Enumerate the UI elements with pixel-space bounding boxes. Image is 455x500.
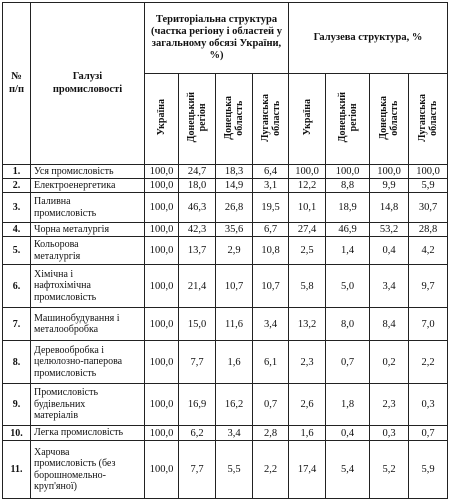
header-num: № п/п (3, 3, 31, 165)
value-cell: 100,0 (145, 237, 179, 265)
value-cell: 100,0 (145, 384, 179, 426)
table-row (3, 426, 448, 441)
table-row (3, 223, 448, 237)
value-cell: 18,9 (326, 193, 370, 223)
value-cell: 100,0 (145, 308, 179, 341)
table-row (3, 341, 448, 384)
value-cell: 100,0 (145, 441, 179, 499)
industry-name: Паливна промисловість (31, 193, 145, 223)
value-cell: 28,8 (409, 223, 448, 237)
value-cell: 100,0 (289, 165, 326, 179)
value-cell: 9,7 (409, 265, 448, 308)
value-cell: 1,6 (216, 341, 253, 384)
table-row (3, 441, 448, 499)
value-cell: 8,0 (326, 308, 370, 341)
value-cell: 18,0 (179, 179, 216, 193)
value-cell: 7,7 (179, 441, 216, 499)
value-cell: 5,9 (409, 179, 448, 193)
value-cell: 100,0 (409, 165, 448, 179)
industry-name: Деревообробка і целюлозно-паперова промисловість (31, 341, 145, 384)
value-cell: 6,7 (253, 223, 289, 237)
value-cell: 0,2 (370, 341, 409, 384)
value-cell: 2,3 (370, 384, 409, 426)
subheader-donetsk-oblast-sectoral: Донецька область (370, 74, 409, 165)
value-cell: 16,2 (216, 384, 253, 426)
value-cell: 13,2 (289, 308, 326, 341)
value-cell: 7,7 (179, 341, 216, 384)
value-cell: 6,4 (253, 165, 289, 179)
subheader-donetsk-oblast-territorial: Донецька область (216, 74, 253, 165)
value-cell: 5,8 (289, 265, 326, 308)
value-cell: 0,3 (409, 384, 448, 426)
value-cell: 5,5 (216, 441, 253, 499)
value-cell: 26,8 (216, 193, 253, 223)
table-row (3, 265, 448, 308)
subheader-ukraine-territorial: Україна (145, 74, 179, 165)
value-cell: 8,8 (326, 179, 370, 193)
row-number: 2. (3, 179, 31, 193)
value-cell: 14,9 (216, 179, 253, 193)
value-cell: 46,9 (326, 223, 370, 237)
value-cell: 53,2 (370, 223, 409, 237)
row-number: 10. (3, 426, 31, 441)
industry-name: Легка промисловість (31, 426, 145, 441)
value-cell: 100,0 (145, 165, 179, 179)
value-cell: 0,7 (326, 341, 370, 384)
industry-name: Чорна металургія (31, 223, 145, 237)
row-number: 9. (3, 384, 31, 426)
value-cell: 13,7 (179, 237, 216, 265)
value-cell: 8,4 (370, 308, 409, 341)
value-cell: 2,9 (216, 237, 253, 265)
value-cell: 35,6 (216, 223, 253, 237)
value-cell: 9,9 (370, 179, 409, 193)
value-cell: 1,8 (326, 384, 370, 426)
value-cell: 15,0 (179, 308, 216, 341)
value-cell: 27,4 (289, 223, 326, 237)
value-cell: 3,4 (216, 426, 253, 441)
row-number: 4. (3, 223, 31, 237)
value-cell: 19,5 (253, 193, 289, 223)
value-cell: 5,2 (370, 441, 409, 499)
industry-structure-table (2, 2, 448, 499)
value-cell: 100,0 (145, 223, 179, 237)
value-cell: 0,7 (253, 384, 289, 426)
value-cell: 5,4 (326, 441, 370, 499)
value-cell: 3,4 (253, 308, 289, 341)
table-row (3, 193, 448, 223)
row-number: 7. (3, 308, 31, 341)
industry-name: Машинобудування і металообробка (31, 308, 145, 341)
value-cell: 10,7 (253, 265, 289, 308)
subheader-luhansk-oblast-territorial: Луганська область (253, 74, 289, 165)
subheader-donetsk-region-territorial: Донецький регіон (179, 74, 216, 165)
header-industries: Галузі промисловості (31, 3, 145, 165)
value-cell: 10,7 (216, 265, 253, 308)
value-cell: 10,1 (289, 193, 326, 223)
industry-name: Промисловість будівельних матеріалів (31, 384, 145, 426)
table-row (3, 165, 448, 179)
header-territorial: Територіальна структура (частка регіону і областей у загальному обсязі України, %) (145, 3, 289, 74)
value-cell: 46,3 (179, 193, 216, 223)
value-cell: 100,0 (326, 165, 370, 179)
value-cell: 0,4 (326, 426, 370, 441)
value-cell: 100,0 (145, 193, 179, 223)
row-number: 3. (3, 193, 31, 223)
value-cell: 1,6 (289, 426, 326, 441)
industry-name: Харчова промисловість (без борошномельно- круп'яної) (31, 441, 145, 499)
table-row (3, 237, 448, 265)
value-cell: 3,1 (253, 179, 289, 193)
row-number: 1. (3, 165, 31, 179)
value-cell: 21,4 (179, 265, 216, 308)
row-number: 5. (3, 237, 31, 265)
value-cell: 30,7 (409, 193, 448, 223)
value-cell: 16,9 (179, 384, 216, 426)
value-cell: 14,8 (370, 193, 409, 223)
value-cell: 100,0 (145, 265, 179, 308)
value-cell: 100,0 (370, 165, 409, 179)
industry-name: Хімічна і нафтохімічна промисловість (31, 265, 145, 308)
value-cell: 0,4 (370, 237, 409, 265)
value-cell: 17,4 (289, 441, 326, 499)
row-number: 8. (3, 341, 31, 384)
value-cell: 2,3 (289, 341, 326, 384)
value-cell: 3,4 (370, 265, 409, 308)
subheader-luhansk-oblast-sectoral: Луганська область (409, 74, 448, 165)
value-cell: 100,0 (145, 341, 179, 384)
header-sectoral: Галузева структура, % (289, 3, 448, 74)
table-row (3, 308, 448, 341)
value-cell: 0,3 (370, 426, 409, 441)
value-cell: 18,3 (216, 165, 253, 179)
value-cell: 10,8 (253, 237, 289, 265)
industry-name: Електроенергетика (31, 179, 145, 193)
table-row (3, 384, 448, 426)
value-cell: 6,1 (253, 341, 289, 384)
value-cell: 11,6 (216, 308, 253, 341)
table-row (3, 179, 448, 193)
value-cell: 2,2 (253, 441, 289, 499)
value-cell: 4,2 (409, 237, 448, 265)
value-cell: 5,9 (409, 441, 448, 499)
row-number: 11. (3, 441, 31, 499)
value-cell: 100,0 (145, 426, 179, 441)
value-cell: 24,7 (179, 165, 216, 179)
value-cell: 0,7 (409, 426, 448, 441)
industry-name: Кольорова металургія (31, 237, 145, 265)
statistics-table-container (2, 2, 448, 499)
row-number: 6. (3, 265, 31, 308)
value-cell: 6,2 (179, 426, 216, 441)
value-cell: 2,5 (289, 237, 326, 265)
subheader-ukraine-sectoral: Україна (289, 74, 326, 165)
industry-name: Уся промисловість (31, 165, 145, 179)
value-cell: 2,2 (409, 341, 448, 384)
value-cell: 12,2 (289, 179, 326, 193)
value-cell: 2,6 (289, 384, 326, 426)
value-cell: 7,0 (409, 308, 448, 341)
value-cell: 100,0 (145, 179, 179, 193)
value-cell: 42,3 (179, 223, 216, 237)
value-cell: 1,4 (326, 237, 370, 265)
value-cell: 5,0 (326, 265, 370, 308)
table-body (3, 165, 448, 499)
value-cell: 2,8 (253, 426, 289, 441)
subheader-donetsk-region-sectoral: Донецький регіон (326, 74, 370, 165)
